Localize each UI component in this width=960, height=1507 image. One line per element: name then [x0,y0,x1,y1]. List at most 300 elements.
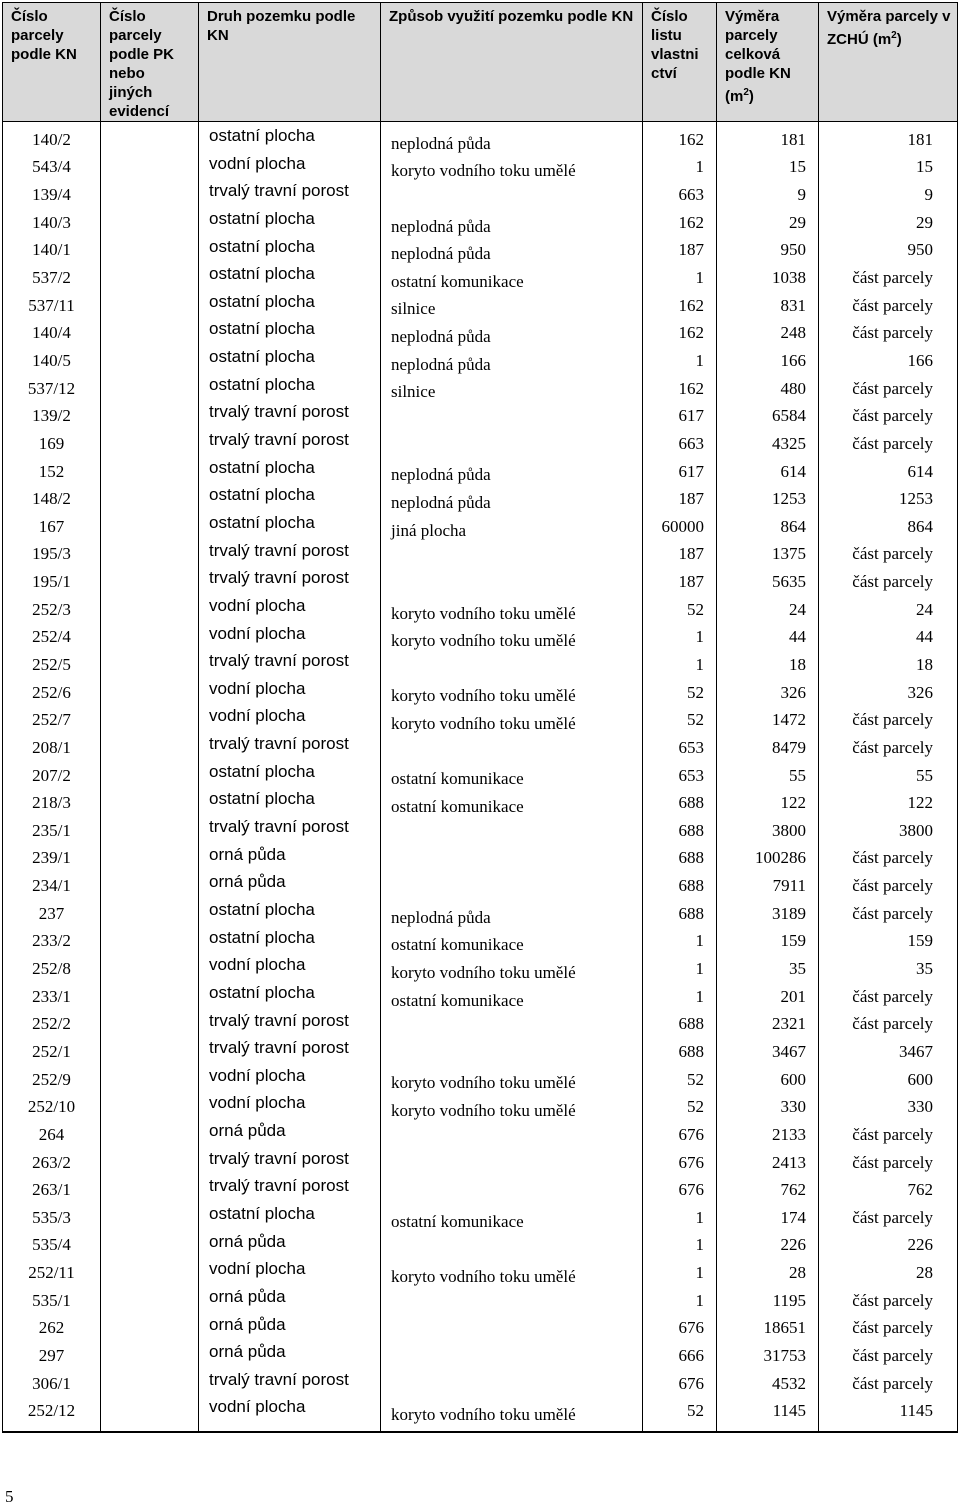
cell-area-total: 2413 [717,1149,819,1177]
cell-parcel-pk [101,1315,199,1343]
cell-ownership-sheet: 688 [643,900,717,928]
cell-area-total: 600 [717,1066,819,1094]
cell-parcel-kn: 252/2 [3,1011,101,1039]
header-area-total-text: Výměra parcely celková podle KN (m [725,8,791,105]
cell-parcel-kn: 252/6 [3,679,101,707]
cell-area-total: 181 [717,122,819,154]
header-area-total-exp: 2 [743,87,749,98]
cell-parcel-kn: 237 [3,900,101,928]
cell-parcel-kn: 252/8 [3,955,101,983]
cell-land-type: vodní plocha [199,1397,381,1432]
table-row [3,181,958,209]
cell-parcel-pk [101,651,199,679]
cell-parcel-pk [101,762,199,790]
cell-land-use [381,1038,643,1066]
cell-area-zchu: 44 [819,624,958,652]
cell-area-total: 6584 [717,402,819,430]
cell-land-type: trvalý travní porost [199,1011,381,1039]
cell-land-type: ostatní plocha [199,237,381,265]
cell-area-total: 4325 [717,430,819,458]
cell-land-type: orná půda [199,845,381,873]
cell-land-use: koryto vodního toku umělé [381,706,643,734]
cell-parcel-kn: 252/9 [3,1066,101,1094]
cell-area-total: 18651 [717,1315,819,1343]
table-row [3,679,958,707]
cell-area-total: 201 [717,983,819,1011]
cell-land-type: trvalý travní porost [199,430,381,458]
table-row [3,596,958,624]
table-row [3,1259,958,1287]
cell-parcel-kn: 252/7 [3,706,101,734]
table-row [3,237,958,265]
cell-ownership-sheet: 688 [643,845,717,873]
cell-ownership-sheet: 676 [643,1121,717,1149]
cell-parcel-kn: 233/1 [3,983,101,1011]
cell-area-zchu: část parcely [819,872,958,900]
cell-area-total: 18 [717,651,819,679]
cell-ownership-sheet: 162 [643,319,717,347]
cell-ownership-sheet: 162 [643,209,717,237]
cell-land-type: vodní plocha [199,154,381,182]
cell-ownership-sheet: 1 [643,624,717,652]
cell-ownership-sheet: 666 [643,1342,717,1370]
cell-land-type: vodní plocha [199,1066,381,1094]
cell-area-zchu: část parcely [819,1121,958,1149]
cell-land-use: neplodná půda [381,347,643,375]
cell-area-zchu: 3467 [819,1038,958,1066]
cell-parcel-pk [101,845,199,873]
table-row [3,983,958,1011]
cell-ownership-sheet: 676 [643,1149,717,1177]
cell-land-use [381,817,643,845]
cell-parcel-kn: 207/2 [3,762,101,790]
cell-area-total: 55 [717,762,819,790]
cell-land-use [381,181,643,209]
cell-parcel-kn: 537/2 [3,264,101,292]
cell-land-use: ostatní komunikace [381,762,643,790]
cell-land-use [381,1232,643,1260]
table-row [3,430,958,458]
cell-ownership-sheet: 663 [643,430,717,458]
cell-land-type: trvalý travní porost [199,181,381,209]
cell-land-type: orná půda [199,1121,381,1149]
header-area-zchu-text: Výměra parcely v ZCHÚ (m [827,8,951,48]
cell-parcel-pk [101,928,199,956]
cell-land-type: ostatní plocha [199,458,381,486]
cell-area-zchu: 55 [819,762,958,790]
cell-ownership-sheet: 1 [643,955,717,983]
cell-parcel-pk [101,679,199,707]
cell-parcel-kn: 297 [3,1342,101,1370]
cell-land-use [381,1176,643,1204]
cell-area-zchu: 35 [819,955,958,983]
cell-ownership-sheet: 617 [643,402,717,430]
cell-ownership-sheet: 1 [643,1287,717,1315]
table-row [3,1397,958,1432]
cell-area-total: 1038 [717,264,819,292]
cell-ownership-sheet: 52 [643,1066,717,1094]
table-row [3,955,958,983]
cell-parcel-kn: 252/5 [3,651,101,679]
cell-parcel-pk [101,624,199,652]
cell-parcel-pk [101,209,199,237]
cell-land-type: ostatní plocha [199,983,381,1011]
cell-area-total: 226 [717,1232,819,1260]
cell-area-total: 831 [717,292,819,320]
cell-land-use [381,1342,643,1370]
table-row [3,319,958,347]
cell-area-zchu: 24 [819,596,958,624]
cell-parcel-kn: 535/3 [3,1204,101,1232]
cell-land-use [381,402,643,430]
header-ownership-sheet: Číslo listu vlastni ctví [643,3,717,122]
cell-land-use: ostatní komunikace [381,983,643,1011]
cell-land-type: vodní plocha [199,624,381,652]
cell-land-type: vodní plocha [199,1093,381,1121]
cell-parcel-kn: 306/1 [3,1370,101,1398]
cell-ownership-sheet: 187 [643,568,717,596]
cell-area-zchu: část parcely [819,264,958,292]
cell-ownership-sheet: 688 [643,817,717,845]
cell-land-use: neplodná půda [381,319,643,347]
cell-area-total: 29 [717,209,819,237]
cell-parcel-kn: 195/3 [3,541,101,569]
cell-parcel-kn: 537/12 [3,375,101,403]
cell-area-zchu: 1145 [819,1397,958,1432]
cell-land-use: koryto vodního toku umělé [381,1093,643,1121]
cell-area-zchu: 330 [819,1093,958,1121]
cell-land-use: neplodná půda [381,122,643,154]
cell-parcel-kn: 148/2 [3,485,101,513]
cell-ownership-sheet: 1 [643,1259,717,1287]
cell-land-type: vodní plocha [199,955,381,983]
table-row [3,154,958,182]
cell-land-type: ostatní plocha [199,513,381,541]
cell-parcel-kn: 234/1 [3,872,101,900]
cell-parcel-kn: 140/5 [3,347,101,375]
cell-parcel-pk [101,292,199,320]
cell-ownership-sheet: 617 [643,458,717,486]
cell-parcel-pk [101,430,199,458]
cell-area-total: 3467 [717,1038,819,1066]
cell-parcel-pk [101,1342,199,1370]
cell-area-zchu: část parcely [819,1204,958,1232]
cell-area-zchu: část parcely [819,1149,958,1177]
cell-parcel-pk [101,1204,199,1232]
cell-land-use: neplodná půda [381,209,643,237]
cell-land-use: koryto vodního toku umělé [381,154,643,182]
cell-land-use: neplodná půda [381,485,643,513]
cell-area-zchu: část parcely [819,706,958,734]
cell-ownership-sheet: 688 [643,1011,717,1039]
cell-parcel-pk [101,154,199,182]
table-row [3,1232,958,1260]
cell-area-zchu: část parcely [819,292,958,320]
cell-land-use [381,1121,643,1149]
cell-parcel-pk [101,485,199,513]
cell-parcel-pk [101,319,199,347]
cell-land-use: ostatní komunikace [381,928,643,956]
cell-area-total: 159 [717,928,819,956]
cell-land-use: koryto vodního toku umělé [381,955,643,983]
cell-parcel-pk [101,1370,199,1398]
cell-land-use: neplodná půda [381,458,643,486]
cell-ownership-sheet: 52 [643,679,717,707]
table-row [3,122,958,154]
cell-parcel-kn: 167 [3,513,101,541]
cell-land-type: ostatní plocha [199,264,381,292]
cell-ownership-sheet: 162 [643,375,717,403]
cell-land-use: neplodná půda [381,900,643,928]
cell-land-use: ostatní komunikace [381,264,643,292]
cell-parcel-kn: 140/3 [3,209,101,237]
cell-land-use: jiná plocha [381,513,643,541]
cell-land-use [381,1287,643,1315]
cell-land-type: vodní plocha [199,679,381,707]
cell-area-zchu: část parcely [819,319,958,347]
cell-parcel-pk [101,458,199,486]
table-row [3,762,958,790]
cell-parcel-pk [101,706,199,734]
cell-area-total: 3189 [717,900,819,928]
cell-area-zchu: část parcely [819,568,958,596]
cell-land-type: trvalý travní porost [199,817,381,845]
cell-land-type: ostatní plocha [199,762,381,790]
header-area-zchu [819,3,958,122]
cell-area-total: 5635 [717,568,819,596]
table-row [3,458,958,486]
cell-parcel-kn: 252/12 [3,1397,101,1432]
cell-area-total: 248 [717,319,819,347]
cell-area-total: 100286 [717,845,819,873]
cell-land-use [381,1011,643,1039]
cell-parcel-kn: 262 [3,1315,101,1343]
cell-parcel-pk [101,375,199,403]
cell-parcel-pk [101,1397,199,1432]
cell-ownership-sheet: 187 [643,237,717,265]
cell-land-use: ostatní komunikace [381,1204,643,1232]
cell-ownership-sheet: 60000 [643,513,717,541]
cell-parcel-pk [101,596,199,624]
table-row [3,1066,958,1094]
cell-land-use [381,845,643,873]
cell-parcel-pk [101,789,199,817]
cell-land-use [381,568,643,596]
cell-parcel-kn: 252/4 [3,624,101,652]
cell-parcel-pk [101,264,199,292]
header-parcel-kn: Číslo parcely podle KN [3,3,101,122]
cell-area-total: 1253 [717,485,819,513]
cell-area-total: 28 [717,1259,819,1287]
cell-area-zchu: 226 [819,1232,958,1260]
cell-ownership-sheet: 1 [643,1204,717,1232]
cell-ownership-sheet: 187 [643,541,717,569]
cell-land-use [381,651,643,679]
header-parcel-pk: Číslo parcely podle PK nebo jiných evidencí [101,3,199,122]
cell-parcel-pk [101,1176,199,1204]
cell-parcel-pk [101,1038,199,1066]
header-land-type: Druh pozemku podle KN [199,3,381,122]
table-row [3,1093,958,1121]
table-row [3,1287,958,1315]
cell-parcel-kn: 235/1 [3,817,101,845]
header-area-total-end: ) [748,88,754,105]
cell-ownership-sheet: 162 [643,292,717,320]
cell-land-use [381,1315,643,1343]
table-row [3,1149,958,1177]
cell-parcel-pk [101,1093,199,1121]
table-header [3,3,958,122]
cell-land-use: ostatní komunikace [381,789,643,817]
cell-area-total: 44 [717,624,819,652]
cell-parcel-kn: 239/1 [3,845,101,873]
table-row [3,375,958,403]
cell-area-total: 174 [717,1204,819,1232]
cell-area-zchu: část parcely [819,1287,958,1315]
cell-area-total: 31753 [717,1342,819,1370]
cell-land-type: ostatní plocha [199,375,381,403]
cell-parcel-kn: 140/2 [3,122,101,154]
cell-parcel-pk [101,983,199,1011]
cell-parcel-pk [101,1121,199,1149]
cell-parcel-pk [101,900,199,928]
cell-land-type: ostatní plocha [199,347,381,375]
cell-ownership-sheet: 1 [643,347,717,375]
cell-area-total: 1375 [717,541,819,569]
cell-area-zchu: 326 [819,679,958,707]
cell-parcel-kn: 252/1 [3,1038,101,1066]
table-row [3,900,958,928]
cell-land-type: ostatní plocha [199,928,381,956]
cell-area-zchu: 3800 [819,817,958,845]
table-row [3,1342,958,1370]
cell-ownership-sheet: 676 [643,1315,717,1343]
cell-land-type: vodní plocha [199,596,381,624]
table-row [3,789,958,817]
cell-area-total: 2133 [717,1121,819,1149]
cell-area-total: 762 [717,1176,819,1204]
page-number: 5 [5,1487,14,1506]
cell-area-total: 122 [717,789,819,817]
cell-area-zchu: 181 [819,122,958,154]
cell-parcel-pk [101,955,199,983]
cell-area-total: 7911 [717,872,819,900]
cell-area-zchu: 614 [819,458,958,486]
cell-land-type: ostatní plocha [199,1204,381,1232]
cell-land-type: trvalý travní porost [199,402,381,430]
cell-parcel-kn: 537/11 [3,292,101,320]
cell-parcel-kn: 535/1 [3,1287,101,1315]
cell-area-zchu: 18 [819,651,958,679]
cell-area-zchu: 166 [819,347,958,375]
cell-land-use [381,1149,643,1177]
cell-parcel-kn: 543/4 [3,154,101,182]
cell-parcel-pk [101,402,199,430]
cell-land-type: orná půda [199,1342,381,1370]
cell-parcel-pk [101,513,199,541]
cell-parcel-pk [101,817,199,845]
cell-area-total: 35 [717,955,819,983]
cell-area-zchu: 1253 [819,485,958,513]
cell-area-zchu: 950 [819,237,958,265]
cell-land-type: trvalý travní porost [199,734,381,762]
cell-area-zchu: část parcely [819,402,958,430]
cell-area-zchu: 600 [819,1066,958,1094]
cell-land-type: orná půda [199,1315,381,1343]
cell-land-type: ostatní plocha [199,122,381,154]
table-row [3,568,958,596]
table-row [3,402,958,430]
cell-land-type: orná půda [199,1232,381,1260]
cell-ownership-sheet: 1 [643,651,717,679]
cell-land-type: ostatní plocha [199,789,381,817]
table-row [3,928,958,956]
cell-ownership-sheet: 688 [643,789,717,817]
cell-area-zchu: 762 [819,1176,958,1204]
cell-parcel-kn: 263/1 [3,1176,101,1204]
cell-area-total: 8479 [717,734,819,762]
cell-parcel-kn: 140/4 [3,319,101,347]
cell-parcel-kn: 140/1 [3,237,101,265]
cell-ownership-sheet: 187 [643,485,717,513]
cell-area-total: 4532 [717,1370,819,1398]
cell-ownership-sheet: 688 [643,1038,717,1066]
cell-parcel-pk [101,347,199,375]
header-land-use: Způsob využití pozemku podle KN [381,3,643,122]
cell-land-type: ostatní plocha [199,292,381,320]
cell-land-use [381,1370,643,1398]
cell-area-total: 1472 [717,706,819,734]
table-row [3,513,958,541]
cell-area-zchu: část parcely [819,375,958,403]
cell-area-zchu: část parcely [819,430,958,458]
table-row [3,651,958,679]
cell-land-type: trvalý travní porost [199,541,381,569]
cell-area-zchu: 28 [819,1259,958,1287]
cell-area-total: 480 [717,375,819,403]
cell-land-type: trvalý travní porost [199,1149,381,1177]
cell-land-use: koryto vodního toku umělé [381,596,643,624]
cell-area-total: 326 [717,679,819,707]
cell-parcel-kn: 252/11 [3,1259,101,1287]
cell-land-type: orná půda [199,872,381,900]
cell-area-total: 15 [717,154,819,182]
header-area-zchu-end: ) [896,31,902,48]
header-row [3,3,958,122]
cell-parcel-kn: 139/2 [3,402,101,430]
table-row [3,872,958,900]
cell-land-use [381,430,643,458]
header-area-total [717,3,819,122]
cell-land-type: orná půda [199,1287,381,1315]
cell-ownership-sheet: 52 [643,1397,717,1432]
cell-land-type: ostatní plocha [199,485,381,513]
table-row [3,1370,958,1398]
cell-area-total: 330 [717,1093,819,1121]
cell-ownership-sheet: 653 [643,762,717,790]
cell-land-use: koryto vodního toku umělé [381,1259,643,1287]
cell-area-zchu: část parcely [819,541,958,569]
table-row [3,1315,958,1343]
cell-area-zchu: část parcely [819,1315,958,1343]
cell-area-zchu: část parcely [819,734,958,762]
cell-land-use: koryto vodního toku umělé [381,1066,643,1094]
cell-ownership-sheet: 1 [643,264,717,292]
cell-parcel-pk [101,237,199,265]
cell-parcel-kn: 264 [3,1121,101,1149]
cell-parcel-kn: 252/10 [3,1093,101,1121]
table-row [3,845,958,873]
